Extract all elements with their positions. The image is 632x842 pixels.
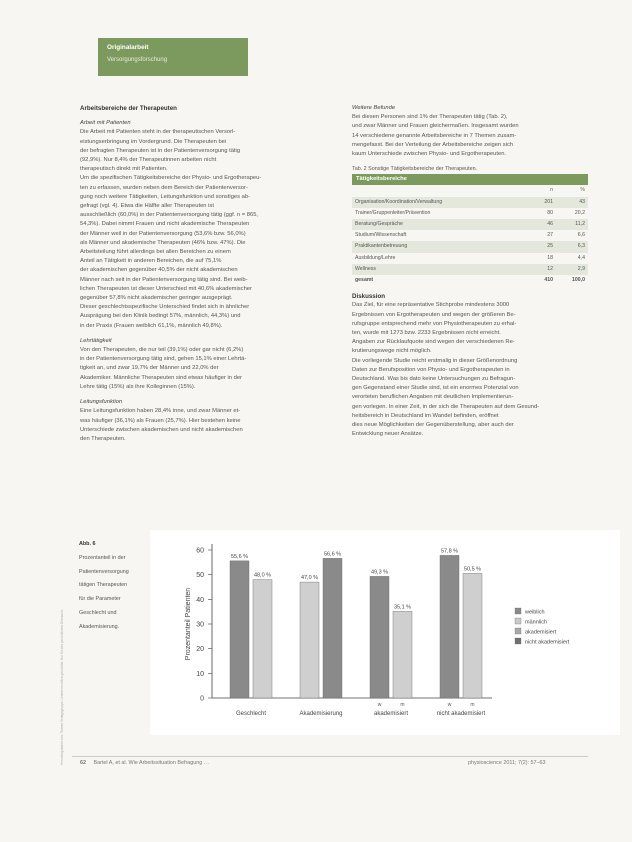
text-line: in der Patientenversorgung tätig sind, gehen 15,1% einer Lehrtä-	[80, 356, 247, 363]
bar	[393, 611, 412, 698]
text-line: als Männer und akademische Therapeuten (46% bzw. 47%). Die	[80, 239, 246, 246]
text-line: Männer nach seit in der Patientenversorgung tätig sind. Bei weib-	[80, 276, 248, 283]
bar-chart	[150, 530, 620, 735]
table-caption: Tab. 2 Sonstige Tätigkeitsbereiche der Therapeuten.	[352, 166, 478, 173]
text-line: gefragt (vgl. 4). Etwa die Hälfte aller Therapeuten ist	[80, 203, 214, 210]
text-line: in der Praxis (Frauen weiblich 61,1%, männlich 49,8%).	[80, 322, 223, 329]
x-category-label: nicht akademisiert	[436, 711, 486, 717]
paragraph	[80, 128, 336, 330]
table-cell-label: Ausbildung/Lehre	[355, 254, 396, 261]
sidebar-copyright-text: Heruntergeladen von: Thieme Verlagsgruppe. Urheberrechtlich geschützt. Nur für den persönlichen Gebrauch.	[60, 609, 64, 765]
table-cell-label: gesamt	[355, 276, 374, 283]
paragraph	[352, 301, 594, 439]
text-line: der akademischen gegenüber 40,5% der nicht akademischen	[80, 267, 238, 274]
text-line: tigkeit an, und zwar 19,7% der Männer und 22,0% der	[80, 365, 219, 372]
column-header-n: n	[550, 187, 553, 194]
text-line: (92,9%). Nur 8,4% der Therapeutinnen arbeiten nicht	[80, 157, 217, 164]
text-line: krutierungswege nicht möglich.	[352, 348, 432, 355]
footer-left	[80, 760, 209, 766]
data-label: 47,0 %	[300, 575, 319, 582]
bar-sublabel: w	[377, 702, 382, 708]
table-cell-pct: 6,3	[556, 241, 588, 252]
section-heading: Arbeitsbereiche der Therapeuten	[80, 105, 177, 112]
text-line: Geschlecht und	[79, 609, 117, 616]
text-line: Das Ziel, für eine repräsentative Stichprobe mindestens 3000	[352, 302, 510, 309]
table-cell-pct: 11,2	[556, 219, 588, 230]
text-line: gung noch weitere Tätigkeiten, Leitungsfunktion und sonstiges ab-	[80, 193, 251, 200]
paragraph	[80, 346, 336, 392]
text-line: Die Arbeit mit Patienten steht in der therapeutischen Versorl-	[80, 129, 236, 136]
text-line: heitsbereich in Deutschland im Wandel befinden, eröffnet	[352, 412, 499, 419]
table-row	[352, 197, 588, 208]
legend-swatch	[515, 608, 521, 614]
table-cell-n: 18	[547, 254, 553, 261]
text-line: Um die spezifischen Tätigkeitsbereiche der Physio- und Ergotherapeu-	[80, 175, 262, 182]
table-cell-n: 46	[524, 219, 556, 230]
bar-sublabel: w	[447, 702, 452, 708]
right-column	[352, 104, 594, 439]
text-line: 54,3%). Dabei nimmt Frauen und nicht akademische Therapeuten	[80, 221, 250, 228]
data-label: 35,1 %	[393, 604, 412, 611]
text-line: Patientenversorgung	[79, 568, 129, 575]
text-line: Arbeitsteilung führt allerdings bei allen Bereichen zu einem	[80, 249, 231, 256]
text-line: Akademiker. Männliche Therapeuten sind etwas häufiger in der	[80, 374, 242, 381]
subsection-heading: Leitungsfunktion	[80, 399, 123, 406]
data-label: 56,6 %	[323, 551, 342, 558]
bar	[300, 582, 319, 698]
table-row	[352, 219, 588, 230]
text-line: gen vorlegen. In einer Zeit, in der sich die Therapeuten auf dem Gesund-	[352, 403, 540, 410]
data-label: 50,5 %	[463, 566, 482, 573]
text-line: der Männer weil in der Patientenversorgung (53,6% bzw. 56,0%)	[80, 230, 246, 237]
text-line: und zwar Männer und Frauen gleichermaßen. Insgesamt wurden	[352, 123, 519, 130]
text-line: lichen Therapeuten ist dieser Unterschied mit 40,6% akademischer	[80, 285, 252, 292]
text-line: für die Parameter	[79, 596, 121, 603]
table-cell-label: Organisation/Koordination/Verwaltung	[352, 197, 524, 208]
table-cell-n: 27	[547, 232, 553, 239]
text-line: Angaben zur Rücklaufquote sind wegen der verschiedenen Re-	[352, 339, 515, 346]
text-line: Prozentanteil in der	[79, 554, 126, 561]
y-tick-label: 30	[196, 621, 204, 629]
text-line: den Therapeuten.	[80, 435, 126, 442]
text-line: therapeutisch direkt mit Patienten.	[80, 166, 168, 173]
text-line: Eine Leitungsfunktion haben 28,4% inne, und zwar Männer et-	[80, 408, 241, 415]
paragraph	[80, 407, 336, 444]
text-line: Daten zur Berufsposition von Physio- und Ergotherapeuten in	[352, 366, 510, 373]
legend-label: männlich	[525, 619, 548, 626]
y-axis-label: Prozentanteil Patienten	[185, 587, 192, 661]
bar	[230, 561, 249, 698]
table-cell-pct: 6,6	[577, 232, 585, 239]
text-line: Deutschland. Was bis dato keine Untersuchungen zu Befragun-	[352, 375, 516, 382]
legend-label: weiblich	[525, 609, 545, 616]
text-line: Lehre tätig (15%) als ihre Kolleginnen (15%).	[80, 383, 196, 390]
text-line: rufsgruppe entsprechend mehr von Physiotherapeuten zu erhal-	[352, 320, 517, 327]
y-tick-label: 0	[200, 695, 204, 703]
legend-swatch	[515, 628, 521, 634]
text-line: gegenüber 57,8% nicht akademischer geringer ausgeprägt.	[80, 295, 233, 302]
y-tick-label: 40	[196, 596, 204, 604]
table-row	[352, 230, 588, 241]
text-line: verorteten beruflichen Angaben mit deutlichen Implementierun-	[352, 394, 514, 401]
left-column	[80, 104, 336, 444]
table-cell-n: 410	[544, 276, 553, 283]
data-label: 57,8 %	[440, 548, 459, 555]
text-line: was häufiger (36,1%) als Frauen (25,7%). Hier bestehen keine	[80, 417, 241, 424]
page-number: 62	[80, 760, 86, 766]
x-category-label: Geschlecht	[235, 711, 267, 717]
bar	[323, 558, 342, 698]
text-line: eistungserbringung im Vordergrund. Die Therapeuten bei	[80, 138, 227, 145]
y-tick-label: 50	[196, 572, 204, 580]
journal-reference: physioscience 2011; 7(2): 57–63	[468, 760, 546, 766]
data-label: 49,3 %	[370, 569, 389, 576]
footer-citation: Bartel A, et al. Wie Arbeitssituation Befragung …	[93, 760, 210, 766]
text-line: Unterschiede zwischen akademischen und nicht akademischen	[80, 426, 243, 433]
bar	[253, 580, 272, 698]
table-row	[352, 275, 588, 286]
table-cell-pct: 20,2	[574, 209, 585, 216]
section-banner	[98, 38, 248, 76]
text-line: Anteil an Tätigkeit in anderen Bereichen, die auf 75,1%	[80, 258, 222, 265]
text-line: ausschließlich (60,0%) in der Patientenversorgung tätig (ggf. n = 865,	[80, 212, 259, 219]
text-line: tätigen Therapeuten	[79, 582, 128, 589]
footer-divider	[72, 756, 588, 757]
legend-swatch	[515, 638, 521, 644]
table-row	[352, 264, 588, 275]
section-heading: Diskussion	[352, 293, 386, 301]
text-line: Ergebnissen von Ergotherapeuten und wegen der größeren Be-	[352, 311, 516, 318]
table-cell-label: Beratung/Gespräche	[352, 219, 524, 230]
figure-caption	[79, 540, 139, 637]
activity-table	[352, 185, 588, 286]
y-tick-label: 20	[196, 646, 204, 654]
text-line: Dieser geschlechtsspezifische Unterschied findet sich in ähnlicher	[80, 304, 250, 311]
table-cell-pct: 4,4	[577, 254, 585, 261]
text-line: Akademisierung.	[79, 623, 120, 630]
table-cell-label: Wellness	[352, 264, 524, 275]
text-line: Ausprägung bei den Klinik bedingt 57%, männlich, 44,3%) und	[80, 313, 241, 320]
subsection-heading: Arbeit mit Patienten	[80, 120, 131, 127]
x-category-label: akademisiert	[373, 711, 409, 717]
text-line: Die vorliegende Studie reicht erstmalig in dieser Größenordnung	[352, 357, 518, 364]
table-cell-n: 12	[524, 264, 556, 275]
bar-sublabel: m	[400, 702, 405, 708]
table-cell-pct: 43	[556, 197, 588, 208]
bar	[440, 555, 459, 698]
bar-sublabel: m	[470, 702, 475, 708]
bar	[463, 573, 482, 698]
table-cell-label: Studium/Wissenschaft	[355, 232, 407, 239]
chart-svg	[150, 530, 620, 735]
legend-label: nicht akademisiert	[525, 639, 570, 646]
table-cell-pct: 100,0	[572, 276, 585, 283]
legend-label: akademisiert	[525, 629, 557, 636]
subsection-heading: Weitere Befunde	[352, 105, 396, 111]
text-line: ten zu erfassen, wurden neben dem Bereich der Patientenversor-	[80, 184, 248, 191]
data-label: 48,0 %	[253, 572, 272, 579]
column-header-percent: %	[580, 187, 585, 194]
paragraph	[352, 113, 594, 159]
table-header-row	[352, 185, 588, 196]
x-category-label: Akademisierung	[299, 711, 343, 717]
table-title: Tätigkeitsbereiche	[352, 174, 588, 185]
bar	[370, 576, 389, 698]
subsection-heading: Lehrtätigkeit	[80, 337, 112, 344]
table-cell-n: 25	[524, 241, 556, 252]
text-line: Von den Therapeuten, die nur teil (39,1%) oder gar nicht (6,2%)	[80, 347, 244, 354]
banner-subtitle: Versorgungsforschung	[107, 57, 168, 63]
text-line: ten, wurde mit 1273 bzw. 2233 Ergebnissen nicht erreicht.	[352, 329, 501, 336]
y-tick-label: 60	[196, 547, 204, 555]
text-line: Bei diesen Personen sind 1% der Therapeuten tätig (Tab. 2),	[352, 114, 508, 121]
text-line: 14 verschiedene genannte Arbeitsbereiche in 7 Themen zusam-	[352, 132, 517, 139]
text-line: der befragten Therapeuten ist in der Patientenversorgung tätig	[80, 147, 241, 154]
table-cell-label: Trainer/Gruppenleiter/Prävention	[355, 209, 431, 216]
y-tick-label: 10	[196, 670, 204, 678]
text-line: mengefasst. Bei der Verteilung der Arbeitsbereiche zeigen sich	[352, 141, 514, 148]
data-label: 55,6 %	[230, 553, 249, 560]
text-line: dies neue Möglichkeiten der Gegenüberstellung, aber auch der	[352, 421, 514, 428]
table-row	[352, 241, 588, 252]
figure-label: Abb. 6	[79, 541, 96, 547]
table-row	[352, 253, 588, 264]
text-line: Entwicklung neuer Ansätze.	[352, 431, 424, 438]
table-cell-n: 201	[524, 197, 556, 208]
legend-swatch	[515, 618, 521, 624]
table-cell-n: 80	[547, 209, 553, 216]
text-line: kaum Unterschiede zwischen Physio- und Ergotherapeuten.	[352, 151, 507, 158]
table-cell-pct: 2,9	[556, 264, 588, 275]
banner-title: Originalarbeit	[107, 44, 149, 51]
table-cell-label: Praktikantenbetreuung	[352, 241, 524, 252]
text-line: gen Gegenstand einer Studie sind, ist ein enormes Potenzial von	[352, 385, 519, 392]
table-row	[352, 208, 588, 219]
footer-right	[468, 760, 546, 766]
